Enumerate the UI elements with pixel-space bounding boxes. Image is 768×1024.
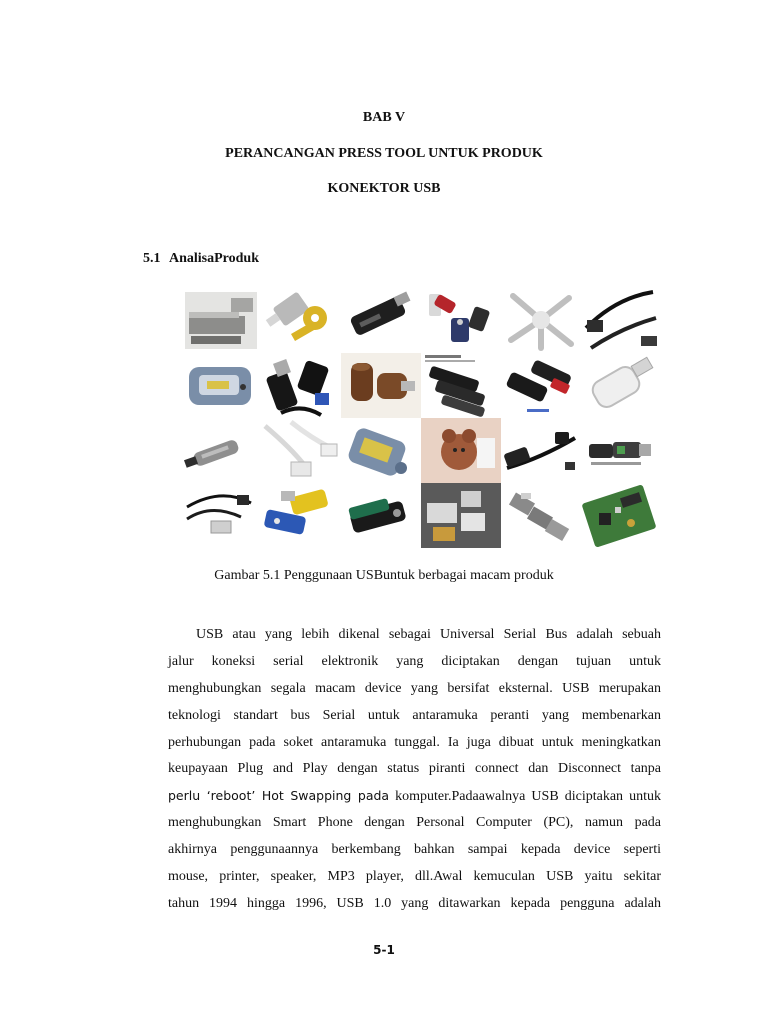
paragraph-fragment: komputer.Padaawalnya USB diciptakan untuk <box>389 789 661 805</box>
photo-wooden-usb-drive <box>341 353 421 418</box>
photo-usb-cable-coil <box>181 483 261 548</box>
body-paragraph <box>168 622 661 918</box>
photo-usb-hub-open <box>341 418 421 483</box>
page-number: 5-1 <box>373 943 395 957</box>
photo-red-black-flash-drives <box>501 353 581 418</box>
section-title: AnalisaProduk <box>169 251 259 266</box>
paragraph-line: tahun 1994 hingga 1996, USB 1.0 yang ditawarkan kepada pengguna adalah <box>168 895 661 911</box>
photo-grey-usb-connectors <box>501 483 581 548</box>
paragraph-line: perhubungan pada soket antaramuka tunggal. Ia juga dibuat untuk meningkatkan <box>168 734 661 750</box>
photo-teddy-bear-usb <box>421 418 501 483</box>
chapter-title-line-2: KONEKTOR USB <box>327 181 441 196</box>
chapter-heading: BAB V <box>362 110 406 125</box>
figure-caption: Gambar 5.1 Penggunaan USBuntuk berbagai macam produk <box>214 568 554 583</box>
photo-blue-yellow-drives <box>261 483 341 548</box>
paragraph-line: menghubungkan segala macam device yang bersifat eksternal. USB merupakan <box>168 680 661 696</box>
photo-circuit-board <box>581 483 661 548</box>
chapter-title-line-1: PERANCANGAN PRESS TOOL UNTUK PRODUK <box>225 146 543 161</box>
paragraph-line: USB atau yang lebih dikenal sebagai Universal Serial Bus adalah sebuah <box>196 627 661 642</box>
photo-black-flash-drive <box>341 288 421 353</box>
section-heading <box>143 251 259 267</box>
photo-key-usb-drives <box>261 288 341 353</box>
section-number: 5.1 <box>143 251 161 266</box>
photo-usb-cable-black <box>581 288 661 353</box>
paragraph-line: teknologi standart bus Serial untuk antaramuka peranti yang membenarkan <box>168 707 661 723</box>
photo-swivel-black-drive <box>341 483 421 548</box>
photo-usb-drive-set <box>421 353 501 418</box>
photo-white-usb-drive <box>581 353 661 418</box>
paragraph-line: keupayaan Plug and Play dengan status piranti connect dan Disconnect tanpa <box>168 761 661 777</box>
photo-grey-flash-drive <box>181 418 261 483</box>
photo-mini-flash-drives <box>581 418 661 483</box>
paragraph-line: jalur koneksi serial elektronik yang diciptakan dengan tujuan untuk <box>168 653 661 669</box>
photo-usb-plugs-black <box>261 353 341 418</box>
photo-white-usb-cable <box>261 418 341 483</box>
photo-usb-adapters <box>421 483 501 548</box>
photo-usb-cable-star <box>501 288 581 353</box>
photo-usb-connector-blocks <box>181 288 261 353</box>
usb-products-collage <box>181 288 661 548</box>
photo-usb-mini-cable <box>501 418 581 483</box>
paragraph-line-mixed <box>168 783 661 810</box>
paragraph-line: menghubungkan Smart Phone dengan Personal Computer (PC), namun pada <box>168 815 661 831</box>
paragraph-sans-fragment: perlu ‘reboot’ Hot Swapping pada <box>168 788 390 804</box>
paragraph-line: akhirnya penggunaannya berkembang bahkan sampai kepada device seperti <box>168 842 661 858</box>
paragraph-line: mouse, printer, speaker, MP3 player, dll.Awal kemuculan USB yaitu sekitar <box>168 869 661 885</box>
photo-swivel-flash-drives <box>421 288 501 353</box>
photo-usb-hub-device <box>181 353 261 418</box>
